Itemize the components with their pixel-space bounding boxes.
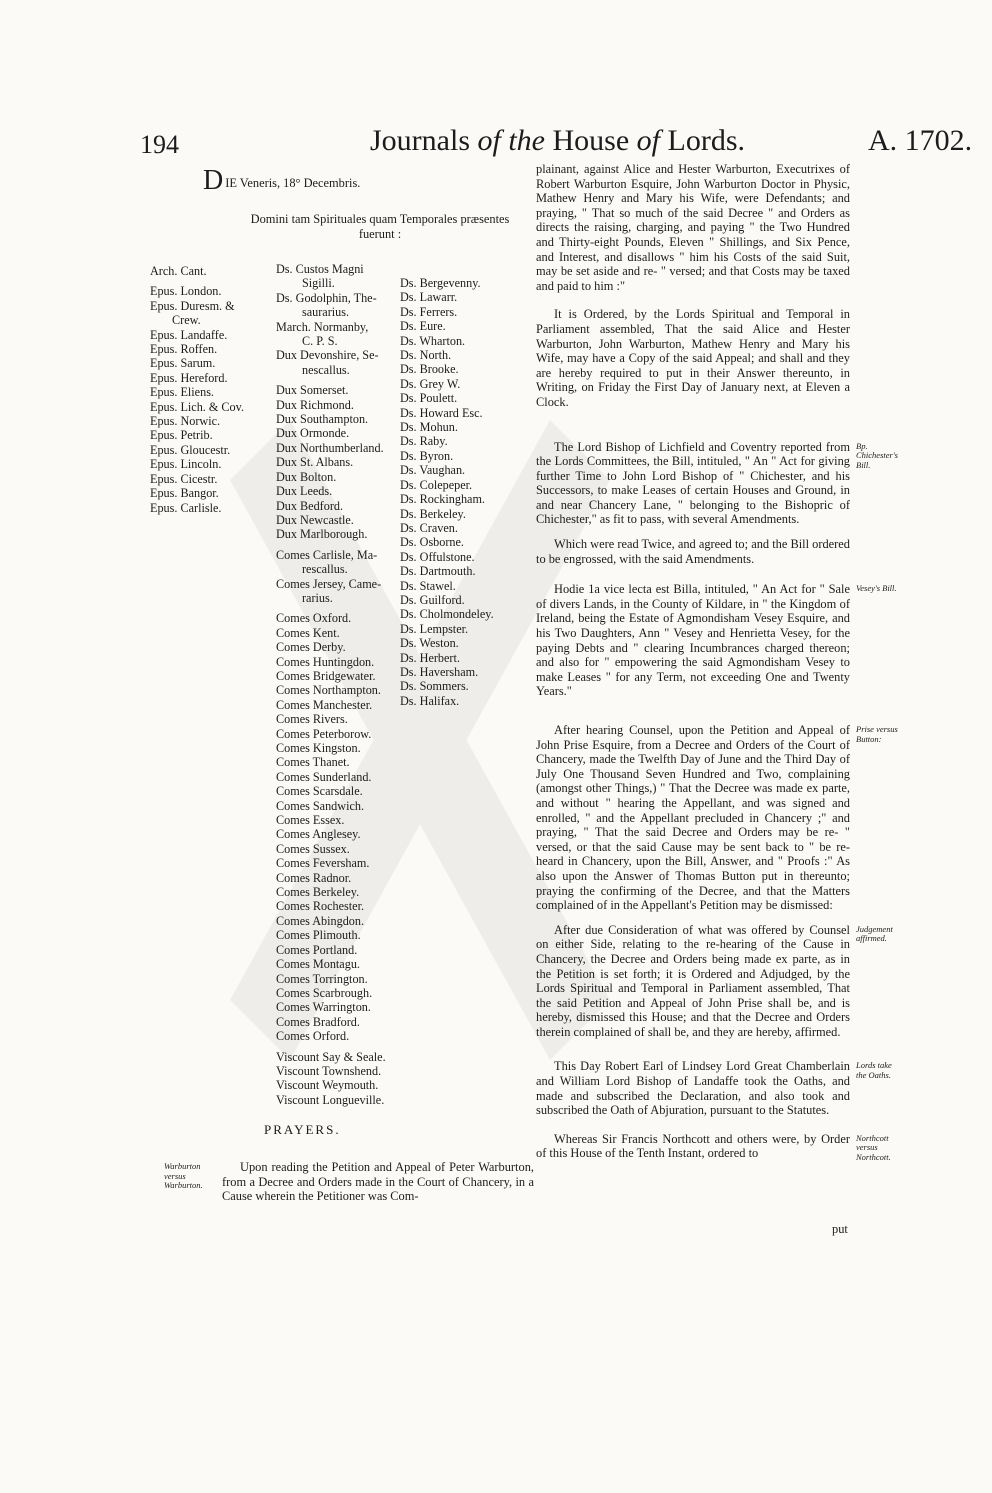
attendee-entry: rescallus. — [302, 562, 348, 577]
attendee-entry: Comes Northampton. — [276, 683, 381, 698]
paragraph-block — [536, 439, 898, 528]
marginal-note: Prise versus Button: — [856, 724, 898, 744]
attendee-entry: Ds. Brooke. — [400, 362, 459, 377]
paragraph-block — [536, 582, 897, 699]
attendee-entry: Sigilli. — [302, 276, 335, 291]
attendee-entry: Epus. Petrib. — [150, 428, 213, 443]
attendee-entry: Ds. Offulstone. — [400, 549, 475, 564]
attendee-entry: Epus. Sarum. — [150, 356, 216, 371]
attendee-entry: Ds. Wharton. — [400, 333, 466, 348]
attendee-entry: Comes Scarsdale. — [276, 784, 363, 799]
marginal-note: Lords take the Oaths. — [856, 1060, 892, 1080]
present-heading: Domini tam Spirituales quam Temporales præsentes fuerunt : — [250, 212, 510, 241]
attendee-entry: Comes Carlisle, Ma- — [276, 547, 378, 562]
attendee-entry: Ds. Colepeper. — [400, 477, 473, 492]
paragraph-text: Which were read Twice, and agreed to; and the Bill ordered to be engrossed, with the said Amendments. — [536, 537, 850, 566]
attendee-entry: rarius. — [302, 590, 333, 605]
attendee-entry: Ds. Halifax. — [400, 693, 460, 708]
attendee-entry: Comes Torrington. — [276, 971, 368, 986]
paragraph-block — [536, 922, 893, 1040]
attendee-entry: Comes Plimouth. — [276, 928, 361, 943]
attendee-entry: Viscount Say & Seale. — [276, 1049, 386, 1064]
attendee-entry: Ds. Howard Esc. — [400, 405, 483, 420]
marginal-note: Judgement affirmed. — [856, 923, 893, 944]
attendee-entry: Viscount Weymouth. — [276, 1078, 379, 1093]
paragraph-text: Whereas Sir Francis Northcott and others were, by Order of this House of the Tenth Instant, ordered to — [536, 1131, 850, 1161]
attendee-entry: Comes Huntingdon. — [276, 654, 375, 669]
attendance-column-bishops — [150, 264, 244, 515]
attendee-entry: Epus. Roffen. — [150, 342, 218, 357]
attendee-entry: Ds. Bergevenny. — [400, 276, 481, 290]
attendee-entry: Comes Warrington. — [276, 1000, 371, 1015]
attendee-entry: Epus. Gloucestr. — [150, 442, 231, 457]
attendee-entry: Comes Jersey, Came- — [276, 576, 382, 591]
attendee-entry: Comes Scarbrough. — [276, 985, 373, 1000]
attendee-entry: Comes Thanet. — [276, 755, 350, 770]
attendee-entry: Ds. Lempster. — [400, 621, 469, 636]
attendee-entry: Comes Anglesey. — [276, 827, 361, 842]
attendee-entry: Dux Leeds. — [276, 484, 333, 499]
attendee-entry: Comes Orford. — [276, 1029, 350, 1044]
paragraph-text: It is Ordered, by the Lords Spiritual and Temporal in Parliament assembled, That the said Alice and Hester Warburton, John Warburton, Mathew Henry and Mary his Wife, may have a Copy of the said Appeal; and shall and they are hereby required to put in their Answer thereunto, in Writing, on Friday the First Day of January next, at Eleven a Clock. — [536, 307, 850, 409]
attendee-entry: Comes Derby. — [276, 640, 346, 655]
page-number: 194 — [140, 130, 179, 159]
attendee-entry: Comes Oxford. — [276, 611, 352, 626]
attendee-entry: Epus. London. — [150, 284, 222, 299]
attendee-entry: Comes Portland. — [276, 942, 358, 957]
attendee-entry: Ds. Dartmouth. — [400, 564, 476, 579]
paragraph-text: Hodie 1a vice lecta est Billa, intituled, " An Act for " Sale of divers Lands, in the County of Kildare, in " the Kingdom of Ireland, being the Estate of Agmondisham Vesey Esquire, and his Two Daughters, Ann " Vesey and Henrietta Vesey, for the paying Debts and " clearing Incumbrances charged thereon; and also for " empowering the said Agmondisham Vesey to make Leases " for any Term, not exceeding One and Twenty Years." — [536, 582, 850, 699]
attendee-entry: Dux Southampton. — [276, 412, 369, 427]
attendee-entry: Ds. Godolphin, The- — [276, 290, 377, 305]
attendee-entry: Viscount Longueville. — [276, 1092, 385, 1107]
attendee-entry: Epus. Hereford. — [150, 370, 228, 385]
attendee-entry: Ds. Eure. — [400, 319, 446, 334]
attendee-entry: Ds. Berkeley. — [400, 506, 466, 521]
attendee-entry: Comes Abingdon. — [276, 913, 365, 928]
attendee-entry: Comes Sandwich. — [276, 798, 365, 813]
marginal-note: Bp. Chichester's Bill. — [856, 440, 898, 470]
attendee-entry: Comes Feversham. — [276, 856, 370, 871]
attendee-entry: Epus. Lich. & Cov. — [150, 399, 244, 414]
attendee-entry: Epus. Eliens. — [150, 385, 214, 400]
right-text-column — [536, 162, 898, 1162]
attendee-entry: Ds. Weston. — [400, 636, 459, 651]
attendee-entry: Ds. Ferrers. — [400, 304, 458, 319]
attendee-entry: Ds. Sommers. — [400, 679, 469, 694]
attendee-entry: Dux Northumberland. — [276, 440, 384, 455]
attendee-entry: C. P. S. — [302, 334, 338, 349]
paragraph-block — [536, 1131, 891, 1162]
attendee-entry: Comes Sussex. — [276, 841, 350, 856]
attendee-entry: Epus. Norwic. — [150, 414, 221, 429]
attendee-entry: Crew. — [172, 313, 201, 328]
paragraph-warburton: Upon reading the Petition and Appeal of Peter Warburton, from a Decree and Orders made in the Court of Chancery, in a Cause wherein the Petitioner was Com- — [222, 1160, 534, 1204]
attendee-entry: Comes Manchester. — [276, 697, 373, 712]
attendee-entry: Comes Bradford. — [276, 1014, 360, 1029]
paragraph-text: After hearing Counsel, upon the Petition and Appeal of John Prise Esquire, from a Decree and Orders of the Court of Chancery, made the Twelfth Day of June and the Third Day of July One Thousand Seven Hundred and Two, complaining (amongst other Things,) " That the Decree was made ex parte, and without " hearing the Appellant, and was signed and enrolled, " and the Appellant precluded in Chancery ;" and praying, " That the said Decree and Orders may be re- " versed, or that the said Cause may be sent back to " be re-heard in Chancery, upon the Bill, Answer, and " Proofs :" As also upon the Answer of Thomas Button put in thereunto; praying the confirming of the Decree, and that the Matters complained of in the Appellant's Petition may be dismissed: — [536, 723, 850, 913]
catchword: put — [832, 1222, 848, 1236]
attendee-entry: Comes Sunderland. — [276, 769, 372, 784]
attendee-entry: Dux Richmond. — [276, 397, 354, 412]
marginal-note: Warburton versus Warburton. — [164, 1161, 203, 1190]
attendee-entry: Comes Rochester. — [276, 899, 365, 914]
attendee-entry: Comes Peterborow. — [276, 726, 372, 741]
attendee-entry: Ds. Mohun. — [400, 420, 458, 435]
attendee-entry: Ds. Stawel. — [400, 578, 456, 593]
attendee-entry: Ds. Lawarr. — [400, 290, 458, 305]
attendee-entry: Viscount Townshend. — [276, 1063, 382, 1078]
attendee-entry: Ds. Byron. — [400, 448, 454, 463]
attendee-entry: Dux Marlborough. — [276, 527, 368, 542]
paragraph-block — [536, 162, 850, 293]
attendee-entry: Ds. Poulett. — [400, 391, 458, 406]
attendee-entry: Comes Montagu. — [276, 957, 360, 972]
attendee-entry: Epus. Duresm. & — [150, 298, 235, 313]
attendee-entry: Ds. North. — [400, 348, 452, 363]
paragraph-block — [536, 307, 850, 409]
attendee-entry: Dux Bolton. — [276, 469, 337, 484]
attendee-entry: Epus. Cicestr. — [150, 471, 218, 486]
attendee-entry: Comes Kingston. — [276, 741, 361, 755]
attendance-column-peers — [276, 262, 386, 1107]
attendee-entry: Comes Rivers. — [276, 712, 348, 727]
paragraph-text: After due Consideration of what was offered by Counsel on either Side, relating to the re-hearing of the Cause in Chancery, the Decree and Orders being made ex parte, as in the Petition is set forth; it is Ordered and Adjudged, by the Lords Spiritual and Temporal in Parliament assembled, That the said Petition and Appeal of John Prise shall be, and is hereby, dismissed this House; and that the Decree and Orders therein complained of shall be, and they are hereby, affirmed. — [536, 922, 850, 1039]
paragraph-block — [536, 723, 898, 913]
paragraph-text: plainant, against Alice and Hester Warburton, Executrixes of Robert Warburton Esquire, John Warburton Doctor in Physic, Mathew Henry and Mary his Wife, were Defendants; and praying, " That so much of the said Decree " and Orders as directs the raising, charging, and paying " the Two Hundred and Thirty-eight Pounds, Eleven " Shillings, and Six Pence, and Interest, and disallows " him his Costs of the said Suit, may be set aside and re- " versed; and that Costs may be taxed and paid to him :" — [536, 162, 850, 293]
attendee-entry: Ds. Vaughan. — [400, 463, 466, 478]
page-year: A. 1702. — [868, 124, 973, 157]
attendee-entry: saurarius. — [302, 305, 350, 320]
attendee-entry: Comes Bridgewater. — [276, 668, 376, 683]
attendee-entry: Epus. Carlisle. — [150, 500, 222, 515]
session-date: D $_{IE Veneris, 18^\circ Decembris.}$ — [203, 165, 361, 196]
attendee-entry: Dux Ormonde. — [276, 426, 350, 441]
attendee-entry: Ds. Guilford. — [400, 592, 465, 607]
attendee-entry: Comes Essex. — [276, 813, 345, 828]
attendee-entry: Ds. Haversham. — [400, 664, 479, 679]
marginal-note: Vesey's Bill. — [856, 583, 897, 594]
attendee-entry: Ds. Herbert. — [400, 650, 460, 665]
attendee-entry: Dux Devonshire, Se- — [276, 348, 379, 363]
paragraph-text: This Day Robert Earl of Lindsey Lord Great Chamberlain and William Lord Bishop of Landaffe took the Oaths, and made and subscribed the Declaration, and also took and subscribed the Oath of Abjuration, pursuant to the Statutes. — [536, 1059, 850, 1118]
attendee-entry: Comes Kent. — [276, 625, 340, 640]
attendee-entry: Arch. Cant. — [150, 264, 207, 278]
attendee-entry: Ds. Grey W. — [400, 376, 461, 391]
attendance-column-barons — [400, 276, 494, 708]
paragraph-text: The Lord Bishop of Lichfield and Coventry reported from the Lords Committees, the Bill, intituled, " An " Act for giving further Time to John Lord Bishop of " Chichester, and his Successors, to make Leases of certain Houses and Ground, in and near Chancery Lane, " belonging to the Bishopric of Chichester," as fit to pass, with several Amendments. — [536, 439, 850, 527]
attendee-entry: Dux Newcastle. — [276, 512, 354, 527]
paragraph-block — [536, 1059, 892, 1118]
attendee-entry: Ds. Custos Magni — [276, 262, 364, 276]
attendee-entry: Dux St. Albans. — [276, 455, 354, 470]
attendee-entry: Comes Berkeley. — [276, 885, 360, 900]
prayers-heading: PRAYERS. — [264, 1122, 341, 1137]
attendee-entry: Ds. Raby. — [400, 434, 448, 449]
paragraph-block — [536, 537, 850, 566]
attendee-entry: nescallus. — [302, 362, 350, 377]
attendee-entry: Epus. Lincoln. — [150, 457, 222, 472]
attendee-entry: March. Normanby, — [276, 319, 369, 334]
attendee-entry: Epus. Bangor. — [150, 486, 219, 501]
page-title: Journals of the House of Lords. — [370, 124, 745, 157]
attendee-entry: Ds. Craven. — [400, 520, 458, 535]
attendee-entry: Comes Radnor. — [276, 870, 352, 885]
marginal-note: Northcott versus Northcott. — [856, 1132, 891, 1162]
attendee-entry: Ds. Rockingham. — [400, 492, 485, 507]
attendee-entry: Dux Somerset. — [276, 383, 349, 398]
attendee-entry: Epus. Landaffe. — [150, 327, 228, 342]
attendee-entry: Dux Bedford. — [276, 498, 344, 513]
attendee-entry: Ds. Osborne. — [400, 535, 464, 550]
attendee-entry: Ds. Cholmondeley. — [400, 607, 494, 622]
